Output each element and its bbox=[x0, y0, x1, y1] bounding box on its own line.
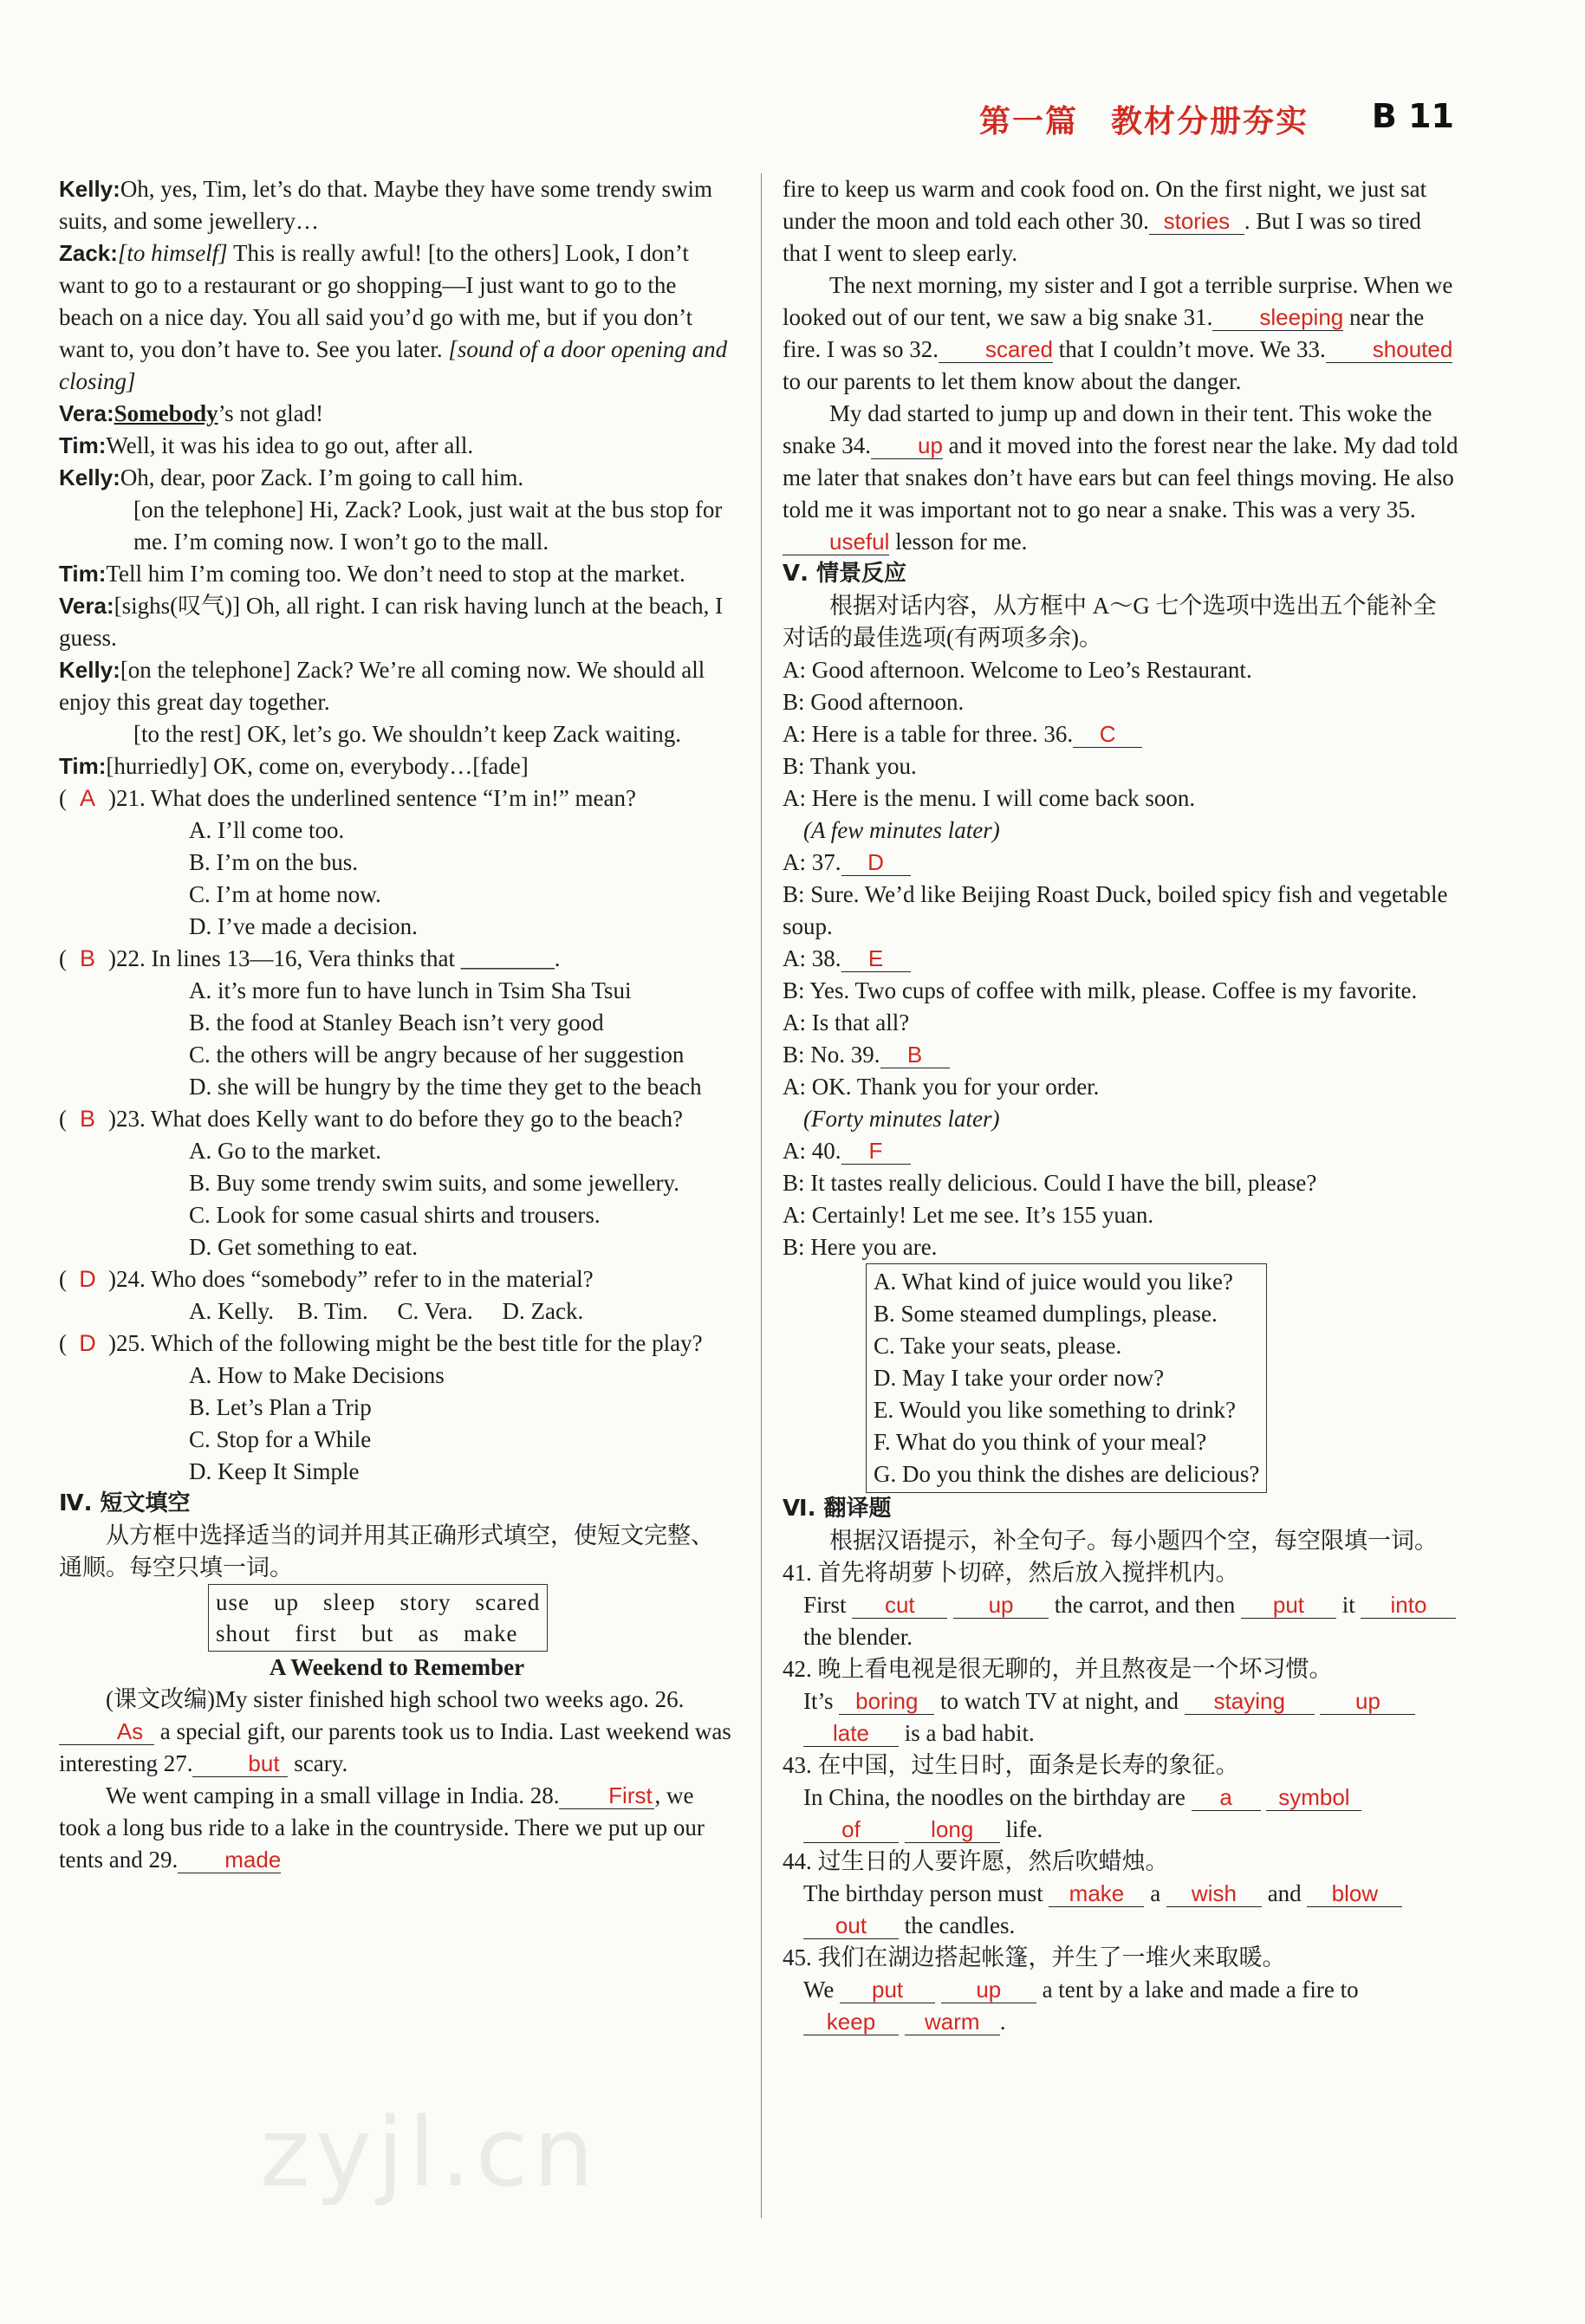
dialogue-line: Kelly:Oh, yes, Tim, let’s do that. Maybe they have some trendy swim suits, and some jewellery… bbox=[59, 176, 712, 234]
option: B. I’m on the bus. bbox=[189, 849, 358, 875]
dialogue-line: A: Is that all? bbox=[783, 1009, 910, 1035]
dialogue-line: Vera:[sighs(叹气)] Oh, all right. I can risk having lunch at the beach, I guess. bbox=[59, 593, 724, 651]
dialogue-line: Tim:Well, it was his idea to go out, after all. bbox=[59, 432, 474, 458]
translation-prompt: 43. 在中国，过生日时，面条是长寿的象征。 bbox=[783, 1752, 1239, 1778]
word-box: use up sleep story scared shout first but as make bbox=[208, 1584, 548, 1652]
option: B. the food at Stanley Beach isn’t very good bbox=[189, 1009, 604, 1035]
answer-39: B bbox=[880, 1042, 950, 1068]
stage-direction: (Forty minutes later) bbox=[803, 1106, 1000, 1132]
answer-22: B bbox=[79, 945, 95, 971]
page-header bbox=[979, 97, 1465, 140]
dialogue-line: Kelly:Oh, dear, poor Zack. I’m going to call him. bbox=[59, 464, 524, 490]
answer-33: shouted bbox=[1326, 336, 1453, 363]
option: C. Take your seats, please. bbox=[874, 1333, 1122, 1359]
option: A. it’s more fun to have lunch in Tsim Sha Tsui bbox=[189, 977, 632, 1003]
translation-answer: First cut up the carrot, and then put it into the blender. bbox=[783, 1589, 1458, 1653]
passage-paragraph: fire to keep us warm and cook food on. On the first night, we just sat under the moon and told each other 30. stories . But I was so tired that I went to sleep early. bbox=[783, 176, 1427, 266]
answer-35: useful bbox=[783, 529, 889, 555]
answer-31: sleeping bbox=[1212, 304, 1343, 331]
watermark: zyjl.cn bbox=[260, 2097, 600, 2208]
passage-paragraph: (课文改编)My sister finished high school two weeks ago. 26.As a special gift, our parents took us to India. Last weekend was interesting 27. but scary. bbox=[59, 1686, 731, 1776]
section-heading: Ⅳ. 短文填空 bbox=[59, 1490, 191, 1516]
dialogue-line: B: Here you are. bbox=[783, 1234, 938, 1260]
dialogue-line: Zack:[to himself] This is really awful! [to the others] Look, I don’t want to go to a restaurant or go shopping—I just want to go to the beach on a nice day. You all said you’d go with me, but if you don’t want to, you don’t have to. See you later. [sound of a door opening and closing] bbox=[59, 240, 728, 394]
option: D. Keep It Simple bbox=[189, 1458, 360, 1484]
passage-paragraph: My dad started to jump up and down in their tent. This woke the snake 34. up and it moved into the forest near the lake. My dad told me later that snakes don’t have ears but can feel things moving. He also told me it was important not to go near a snake. This was a very 35.useful lesson for me. bbox=[783, 400, 1458, 555]
translation-prompt: 45. 我们在湖边搭起帐篷，并生了一堆火来取暖。 bbox=[783, 1944, 1286, 1970]
dialogue-line: A: 38. E bbox=[783, 943, 1458, 975]
dialogue-line: [to the rest] OK, let’s go. We shouldn’t keep Zack waiting. bbox=[133, 721, 681, 747]
option: A. Kelly. B. Tim. C. Vera. D. Zack. bbox=[189, 1298, 584, 1324]
option: A. Go to the market. bbox=[189, 1138, 381, 1164]
option: C. the others will be angry because of her suggestion bbox=[189, 1042, 685, 1068]
option: F. What do you think of your meal? bbox=[874, 1429, 1207, 1455]
option: C. Stop for a While bbox=[189, 1426, 372, 1452]
options-box bbox=[866, 1263, 1267, 1493]
underlined-word: Somebody bbox=[114, 400, 218, 426]
translation-answer: We put up a tent by a lake and made a fire to keep warm . bbox=[803, 1977, 1359, 2035]
answer-30: stories bbox=[1149, 208, 1244, 235]
answer-21: A bbox=[79, 785, 95, 811]
option: B. Buy some trendy swim suits, and some jewellery. bbox=[189, 1170, 679, 1196]
section-heading: Ⅵ. 翻译题 bbox=[783, 1496, 892, 1522]
answer-32: scared bbox=[939, 336, 1053, 363]
question-24: ( D )24. Who does “somebody” refer to in the material? bbox=[59, 1263, 735, 1295]
column-divider bbox=[761, 173, 762, 2218]
dialogue-line: A: 37. D bbox=[783, 847, 1458, 879]
section-instructions: 从方框中选择适当的词并用其正确形式填空，使短文完整、通顺。每空只填一词。 bbox=[59, 1522, 714, 1581]
question-22: ( B )22. In lines 13—16, Vera thinks that ________. bbox=[59, 943, 735, 975]
option: D. Get something to eat. bbox=[189, 1234, 418, 1260]
translation-answer: The birthday person must make a wish and blow out the candles. bbox=[783, 1878, 1458, 1942]
option: E. Would you like something to drink? bbox=[874, 1397, 1237, 1423]
page-number: B 11 bbox=[1371, 97, 1454, 135]
answer-26: As bbox=[59, 1718, 154, 1745]
answer-38: E bbox=[841, 945, 911, 972]
answer-36: C bbox=[1073, 721, 1142, 748]
dialogue-line: B: Good afternoon. bbox=[783, 689, 965, 715]
option: D. I’ve made a decision. bbox=[189, 913, 418, 939]
section-instructions: 根据汉语提示，补全句子。每小题四个空，每空限填一词。 bbox=[829, 1528, 1438, 1554]
option: C. I’m at home now. bbox=[189, 881, 381, 907]
option: G. Do you think the dishes are delicious? bbox=[874, 1461, 1260, 1487]
dialogue-line: A: 40. F bbox=[783, 1135, 1458, 1167]
left-column bbox=[59, 173, 735, 1876]
dialogue-line: A: Here is the menu. I will come back soon. bbox=[783, 785, 1196, 811]
option: A. How to Make Decisions bbox=[189, 1362, 445, 1388]
answer-24: D bbox=[79, 1266, 96, 1292]
section-heading: Ⅴ. 情景反应 bbox=[783, 561, 907, 587]
answer-28: First bbox=[559, 1782, 654, 1809]
translation-prompt: 41. 首先将胡萝卜切碎，然后放入搅拌机内。 bbox=[783, 1560, 1239, 1586]
question-25: ( D )25. Which of the following might be the best title for the play? bbox=[59, 1328, 735, 1360]
answer-40: F bbox=[841, 1138, 911, 1165]
translation-prompt: 44. 过生日的人要许愿，然后吹蜡烛。 bbox=[783, 1848, 1169, 1874]
option: D. she will be hungry by the time they get to the beach bbox=[189, 1074, 702, 1100]
option: C. Look for some casual shirts and trousers. bbox=[189, 1202, 601, 1228]
answer-23: B bbox=[79, 1106, 95, 1132]
answer-34: up bbox=[871, 432, 943, 459]
answer-37: D bbox=[841, 849, 911, 876]
option: B. Let’s Plan a Trip bbox=[189, 1394, 372, 1420]
option: D. May I take your order now? bbox=[874, 1365, 1165, 1391]
section-instructions: 根据对话内容，从方框中 A～G 七个选项中选出五个能补全对话的最佳选项(有两项多余)。 bbox=[783, 593, 1437, 651]
dialogue-line: B: Thank you. bbox=[783, 753, 917, 779]
dialogue-line: Tim:[hurriedly] OK, come on, everybody…[fade] bbox=[59, 753, 529, 779]
passage-title: A Weekend to Remember bbox=[269, 1654, 525, 1680]
translation-prompt: 42. 晚上看电视是很无聊的，并且熬夜是一个坏习惯。 bbox=[783, 1656, 1333, 1682]
question-21: ( A )21. What does the underlined sentence “I’m in!” mean? bbox=[59, 782, 735, 815]
option: A. What kind of juice would you like? bbox=[874, 1269, 1233, 1295]
passage-paragraph: The next morning, my sister and I got a terrible surprise. When we looked out of our tent, we saw a big snake 31. sleeping near the fire. I was so 32. scared that I couldn’t move. We 33. shouted to our parents to let them know about the danger. bbox=[783, 272, 1453, 394]
dialogue-line: A: Certainly! Let me see. It’s 155 yuan. bbox=[783, 1202, 1154, 1228]
answer-27: but bbox=[192, 1750, 288, 1777]
stage-direction: (A few minutes later) bbox=[803, 817, 1000, 843]
translation-answer: It’s boring to watch TV at night, and staying up late is a bad habit. bbox=[783, 1685, 1458, 1749]
dialogue-line: [on the telephone] Hi, Zack? Look, just wait at the bus stop for me. I’m coming now. I won’t go to the mall. bbox=[133, 497, 723, 555]
option: A. I’ll come too. bbox=[189, 817, 345, 843]
option: B. Some steamed dumplings, please. bbox=[874, 1301, 1218, 1327]
dialogue-line: Vera:Somebody’s not glad! bbox=[59, 400, 324, 426]
right-column bbox=[783, 173, 1458, 2038]
section-title: 第一篇 教材分册夯实 bbox=[979, 104, 1309, 140]
answer-25: D bbox=[79, 1330, 96, 1356]
passage-paragraph: We went camping in a small village in India. 28. First , we took a long bus ride to a lake in the countryside. There we put up our tents and 29. made bbox=[59, 1782, 705, 1873]
dialogue-line: B: Yes. Two cups of coffee with milk, please. Coffee is my favorite. bbox=[783, 977, 1418, 1003]
dialogue-line: A: OK. Thank you for your order. bbox=[783, 1074, 1100, 1100]
translation-answer: In China, the noodles on the birthday are a symbol of long life. bbox=[783, 1782, 1458, 1846]
dialogue-line: B: It tastes really delicious. Could I have the bill, please? bbox=[783, 1170, 1317, 1196]
dialogue-line: A: Good afternoon. Welcome to Leo’s Restaurant. bbox=[783, 657, 1252, 683]
question-23: ( B )23. What does Kelly want to do before they go to the beach? bbox=[59, 1103, 735, 1135]
answer-29: made bbox=[178, 1847, 281, 1873]
dialogue-line: B: No. 39. B bbox=[783, 1039, 1458, 1071]
dialogue-line: A: Here is a table for three. 36. C bbox=[783, 718, 1458, 750]
dialogue-line: B: Sure. We’d like Beijing Roast Duck, boiled spicy fish and vegetable soup. bbox=[783, 881, 1448, 939]
dialogue-line: Tim:Tell him I’m coming too. We don’t need to stop at the market. bbox=[59, 561, 685, 587]
dialogue-line: Kelly:[on the telephone] Zack? We’re all coming now. We should all enjoy this great day together. bbox=[59, 657, 705, 715]
